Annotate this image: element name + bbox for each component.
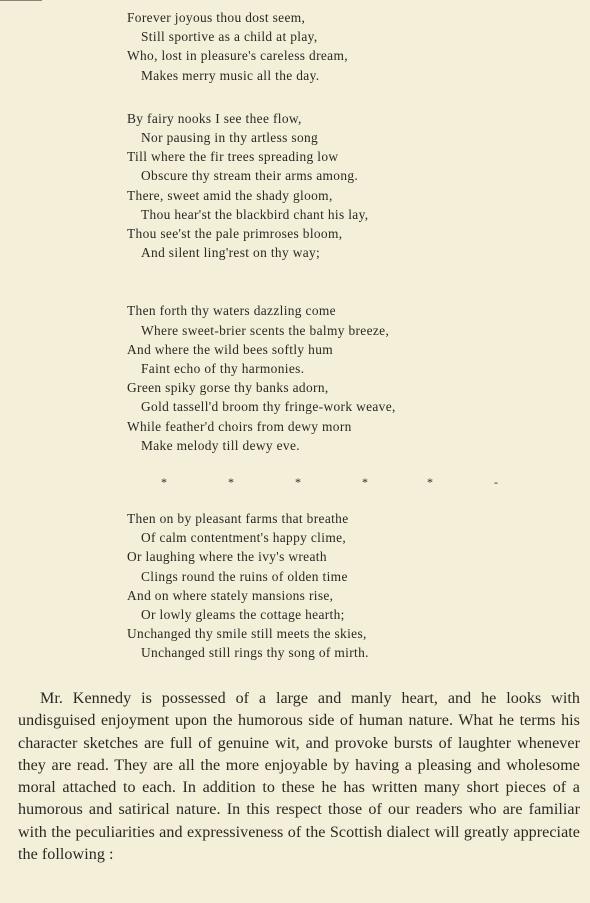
poem-line: Or laughing where the ivy's wreath xyxy=(127,549,327,565)
poem-line: Till where the fir trees spreading low xyxy=(127,149,339,165)
poem-line: While feather'd choirs from dewy morn xyxy=(127,418,352,434)
poem-line: Still sportive as a child at play, xyxy=(141,29,318,45)
poem-line: Makes merry music all the day. xyxy=(141,67,320,83)
stanza-4 xyxy=(127,509,547,663)
poem-line: Forever joyous thou dost seem, xyxy=(127,10,306,25)
poem-line: And on where stately mansions rise, xyxy=(127,587,334,603)
poem-line: Faint echo of thy harmonies. xyxy=(141,361,305,377)
prose-paragraph: Mr. Kennedy is possessed of a large and manly heart, and he looks with undisguised enjoyment upon the humorous side of human nature. What he terms his character sketches are full of genuine wit, and provoke bursts of laughter whenever they are read. They are all the more enjoyable by having a pleasing and wholesome moral attached to each. In addition to these he has written many short pieces of a humorous and satirical nature. In this respect those of our readers who are familiar with the peculiarities and expressiveness of the Scottish dialect will greatly appreciate the following : xyxy=(18,690,580,864)
poem-line: By fairy nooks I see thee flow, xyxy=(127,110,302,126)
poem-line: Then on by pleasant farms that breathe xyxy=(127,511,349,527)
poem-line: There, sweet amid the shady gloom, xyxy=(127,187,333,203)
prose-section xyxy=(18,688,580,866)
ornament-star: * xyxy=(427,475,434,490)
ornament-star: * xyxy=(295,475,302,490)
poem-line: Where sweet-brier scents the balmy breeze, xyxy=(141,322,390,338)
ornament-dash: - xyxy=(494,475,499,490)
top-rule xyxy=(0,0,42,1)
poem-line: Obscure thy stream their arms among. xyxy=(141,168,359,184)
ornament-star: * xyxy=(161,475,168,490)
poem-line: Nor pausing in thy artless song xyxy=(141,130,319,146)
poem-line: Make melody till dewy eve. xyxy=(141,437,300,453)
ornament-star: * xyxy=(362,475,369,490)
poem-line: Gold tassell'd broom thy fringe-work weave, xyxy=(141,399,396,415)
poem-line: Green spiky gorse thy banks adorn, xyxy=(127,380,329,396)
poem-line: And where the wild bees softly hum xyxy=(127,341,334,357)
stanza-3 xyxy=(127,301,547,455)
poem-line: Then forth thy waters dazzling come xyxy=(127,303,336,319)
ornament-stars xyxy=(127,471,547,491)
stanza-1 xyxy=(127,8,547,85)
poem-line: Thou hear'st the blackbird chant his lay, xyxy=(141,206,369,222)
ornament-star: * xyxy=(228,475,235,490)
poem-line: Or lowly gleams the cottage hearth; xyxy=(141,607,345,623)
poem-line: Unchanged still rings thy song of mirth. xyxy=(141,645,369,661)
poem-line: Unchanged thy smile still meets the skies, xyxy=(127,626,367,642)
poem-line: Who, lost in pleasure's careless dream, xyxy=(127,48,348,64)
poem-line: And silent ling'rest on thy way; xyxy=(141,245,321,261)
poem-line: Clings round the ruins of olden time xyxy=(141,568,348,584)
poem-line: Thou see'st the pale primroses bloom, xyxy=(127,226,343,242)
poem-line: Of calm contentment's happy clime, xyxy=(141,530,347,546)
stanza-2 xyxy=(127,109,547,263)
poem xyxy=(127,8,547,663)
